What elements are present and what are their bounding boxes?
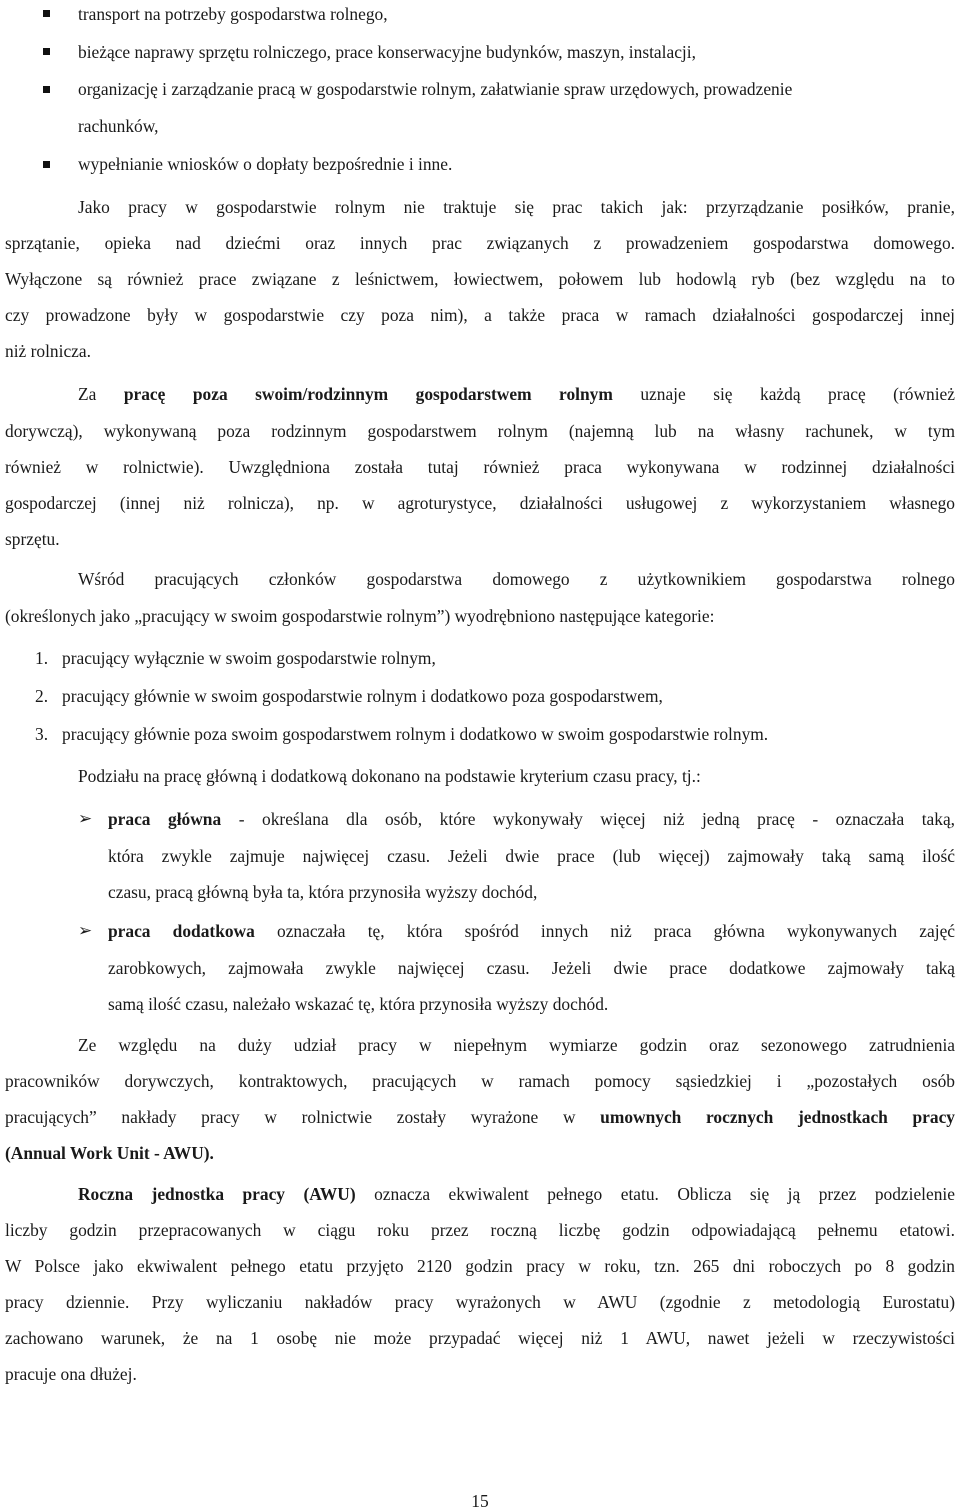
paragraph-line: liczby godzin przepracowanych w ciągu roku przez roczną liczbę godzin odpowiadającą pełnemu etatowi. [5,1220,955,1240]
list-item: pracujący wyłącznie w swoim gospodarstwie rolnym, [62,648,436,668]
paragraph-text: - określana dla osób, które wykonywały więcej niż jedną pracę - oznaczała taką, [221,809,956,829]
arrow-item-line: zarobkowych, zajmowała zwykle najwięcej czasu. Jeżeli dwie prace dodatkowe zajmowały taką [108,958,955,978]
arrow-item-line [108,919,955,943]
paragraph-line: Wśród pracujących członków gospodarstwa domowego z użytkownikiem gospodarstwa rolnego [78,569,955,589]
paragraph-line [5,1141,214,1165]
arrow-item-line [108,807,955,831]
bullet-item: bieżące naprawy sprzętu rolniczego, prace konserwacyjne budynków, maszyn, instalacji, [78,42,696,62]
paragraph-line: pracuje ona dłużej. [5,1364,137,1384]
paragraph-line: (określonych jako „pracujący w swoim gospodarstwie rolnym”) wyodrębniono następujące kategorie: [5,606,715,626]
paragraph-line: Wyłączone są również prace związane z leśnictwem, łowiectwem, połowem lub hodowlą ryb (bez względu na to [5,269,955,289]
bold-term: umownych rocznych jednostkach pracy [600,1107,955,1127]
paragraph-text: Za [78,384,97,404]
paragraph-text: pracujących” nakłady pracy w rolnictwie zostały wyrażone w [5,1107,601,1127]
paragraph-line: sprzątanie, opieka nad dziećmi oraz innych prac związanych z prowadzeniem gospodarstwa domowego. [5,233,955,253]
bullet-square-icon [43,86,50,93]
bullet-square-icon [43,10,50,17]
paragraph-text: uznaje się każdą pracę (również [640,384,955,404]
arrow-bullet-icon: ➢ [78,809,93,829]
paragraph-line: sprzętu. [5,529,60,549]
paragraph-line [78,382,955,406]
arrow-item-line: czasu, pracą główną była ta, która przynosiła wyższy dochód, [108,882,538,902]
bullet-item: transport na potrzeby gospodarstwa rolnego, [78,4,388,24]
bold-term: praca główna [108,809,222,829]
list-number: 3. [35,724,49,744]
paragraph-line: również w rolnictwie). Uwzględniona została tutaj również praca wykonywana w rodzinnej działalności [5,457,955,477]
paragraph-text: oznaczała tę, która spośród innych niż praca główna wykonywanych zajęć [254,921,956,941]
paragraph-line: W Polsce jako ekwiwalent pełnego etatu przyjęto 2120 godzin pracy w roku, tzn. 265 dni roboczych po 8 godzin [5,1256,955,1276]
paragraph-line: Ze względu na duży udział pracy w niepełnym wymiarze godzin oraz sezonowego zatrudnienia [78,1035,955,1055]
arrow-item-line: samą ilość czasu, należało wskazać tę, która przynosiła wyższy dochód. [108,994,609,1014]
bold-term: Roczna jednostka pracy (AWU) [78,1184,356,1204]
bold-term: (Annual Work Unit - AWU). [5,1143,214,1163]
bullet-item: organizację i zarządzanie pracą w gospodarstwie rolnym, załatwianie spraw urzędowych, prowadzenie [78,79,793,99]
arrow-bullet-icon: ➢ [78,921,93,941]
arrow-item-line: która zwykle zajmuje najwięcej czasu. Jeżeli dwie prace (lub więcej) zajmowały taką samą ilość [108,846,955,866]
paragraph-line: czy prowadzone były w gospodarstwie czy poza nim), a także praca w ramach działalności gospodarczej innej [5,305,955,325]
list-number: 2. [35,686,49,706]
bullet-square-icon [43,161,50,168]
bullet-square-icon [43,48,50,55]
paragraph-line: gospodarczej (innej niż rolnicza), np. w agroturystyce, działalności usługowej z wykorzystaniem własnego [5,493,955,513]
bold-term: pracę poza swoim/rodzinnym gospodarstwem rolnym [123,384,613,404]
bold-term: praca dodatkowa [108,921,255,941]
paragraph-text: oznacza ekwiwalent pełnego etatu. Oblicza się ją przez podzielenie [355,1184,955,1204]
paragraph-line [78,1182,955,1206]
paragraph-line: pracowników dorywczych, kontraktowych, pracujących w ramach pomocy sąsiedzkiej i „pozostałych osób [5,1071,955,1091]
paragraph-line: Jako pracy w gospodarstwie rolnym nie traktuje się prac takich jak: przyrządzanie posiłków, pranie, [78,197,955,217]
paragraph-line: dorywczą), wykonywaną poza rodzinnym gospodarstwem rolnym (najemną lub na własny rachunek, w tym [5,421,955,441]
paragraph-line: niż rolnicza. [5,341,91,361]
bullet-item-continuation: rachunków, [78,116,159,136]
list-item: pracujący głównie w swoim gospodarstwie rolnym i dodatkowo poza gospodarstwem, [62,686,663,706]
paragraph-line: zachowano warunek, że na 1 osobę nie może przypadać więcej niż 1 AWU, nawet jeżeli w rzeczywistości [5,1328,955,1348]
paragraph-line: Podziału na pracę główną i dodatkową dokonano na podstawie kryterium czasu pracy, tj.: [78,766,701,786]
paragraph-line [5,1105,955,1129]
page-number: 15 [471,1491,489,1511]
list-number: 1. [35,648,49,668]
list-item: pracujący głównie poza swoim gospodarstwem rolnym i dodatkowo w swoim gospodarstwie rolnym. [62,724,769,744]
bullet-item: wypełnianie wniosków o dopłaty bezpośrednie i inne. [78,154,453,174]
paragraph-line: pracy dziennie. Przy wyliczaniu nakładów pracy wyrażonych w AWU (zgodnie z metodologią Eurostatu) [5,1292,955,1312]
